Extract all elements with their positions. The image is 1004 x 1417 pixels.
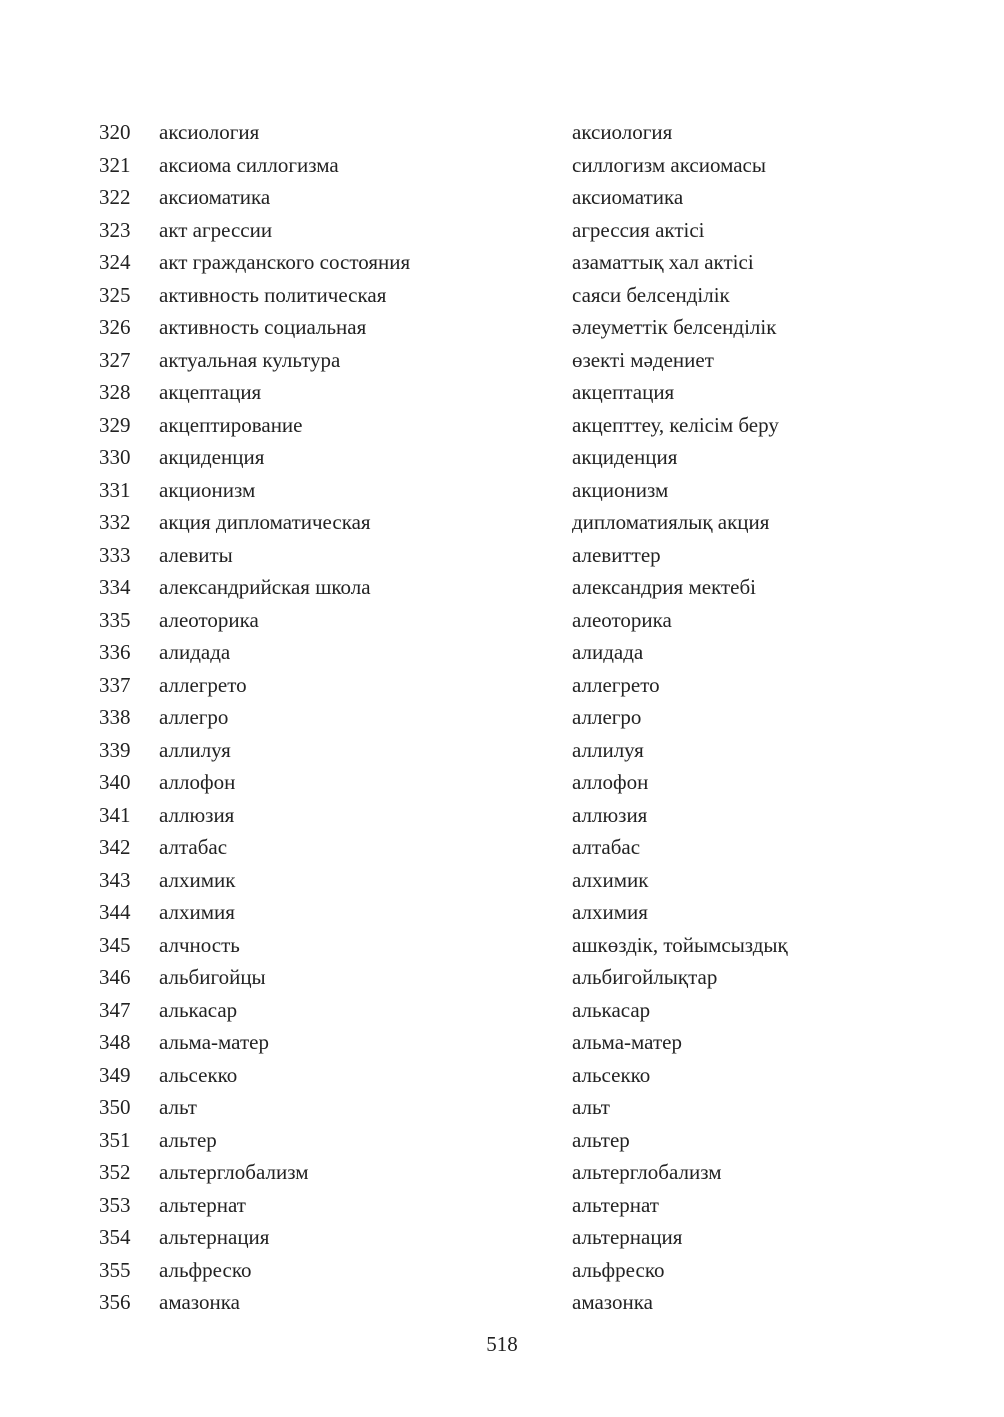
entry-term-kazakh: альтернация: [572, 1225, 683, 1249]
entry-term-russian: аллегрето: [159, 672, 247, 697]
entry-row: [0, 214, 1004, 247]
entry-row: [0, 1221, 1004, 1254]
entry-term-kazakh: аксиология: [572, 120, 673, 144]
entry-term-kazakh: аксиоматика: [572, 185, 684, 209]
entry-number: 328: [99, 380, 131, 404]
entry-term-russian: александрийская школа: [159, 575, 371, 599]
entry-row: [0, 539, 1004, 572]
entry-number: 356: [99, 1290, 131, 1314]
entry-row: [0, 1124, 1004, 1157]
entry-term-russian: аллофон: [159, 770, 236, 794]
entry-row: [0, 994, 1004, 1027]
entry-term-russian: альтер: [159, 1127, 217, 1152]
entry-row: [0, 409, 1004, 442]
entry-term-russian: амазонка: [159, 1290, 240, 1314]
entry-row: [0, 669, 1004, 702]
entry-term-kazakh: өзекті мәдениет: [572, 347, 714, 372]
entry-number: 352: [99, 1160, 131, 1184]
entry-term-kazakh: аллилуя: [572, 737, 644, 762]
entry-term-russian: аллилуя: [159, 737, 231, 762]
entry-term-kazakh: әлеуметтік белсенділік: [572, 315, 777, 339]
entry-row: [0, 506, 1004, 539]
entry-term-russian: аксиома силлогизма: [159, 152, 339, 177]
entry-term-kazakh: акцептация: [572, 380, 675, 404]
entry-term-russian: акция дипломатическая: [159, 510, 371, 534]
entry-row: [0, 1189, 1004, 1222]
entry-term-russian: альтернация: [159, 1225, 270, 1249]
entry-term-kazakh: альсекко: [572, 1062, 651, 1087]
entry-term-kazakh: альма-матер: [572, 1030, 682, 1054]
entry-number: 334: [99, 575, 131, 599]
entry-row: [0, 1156, 1004, 1189]
entry-term-kazakh: альтернат: [572, 1192, 659, 1217]
entry-row: [0, 181, 1004, 214]
entry-term-kazakh: альт: [572, 1095, 610, 1119]
entry-number: 345: [99, 932, 131, 957]
entry-number: 322: [99, 185, 131, 209]
entry-number: 342: [99, 835, 131, 859]
entry-number: 333: [99, 542, 131, 567]
page-number: 518: [486, 1332, 518, 1356]
entry-term-kazakh: аллофон: [572, 770, 649, 794]
entry-term-kazakh: агрессия актісі: [572, 217, 705, 242]
entry-term-kazakh: алтабас: [572, 835, 641, 859]
entry-number: 344: [99, 900, 131, 924]
entry-row: [0, 149, 1004, 182]
entry-row: [0, 279, 1004, 312]
entry-row: [0, 246, 1004, 279]
entry-term-russian: альсекко: [159, 1062, 238, 1087]
entry-term-kazakh: акциденция: [572, 445, 678, 469]
entry-term-russian: алтабас: [159, 835, 228, 859]
entry-term-russian: альфреско: [159, 1257, 252, 1282]
entry-term-russian: аллюзия: [159, 802, 235, 827]
entry-term-russian: алевиты: [159, 542, 233, 567]
entry-term-kazakh: алидада: [572, 640, 644, 664]
entry-term-kazakh: альфреско: [572, 1257, 665, 1282]
entry-term-kazakh: альтерглобализм: [572, 1160, 722, 1184]
entry-number: 349: [99, 1062, 131, 1087]
entry-row: [0, 1254, 1004, 1287]
entry-number: 329: [99, 412, 131, 437]
entry-row: [0, 701, 1004, 734]
entry-term-kazakh: силлогизм аксиомасы: [572, 152, 766, 177]
entry-number: 331: [99, 477, 131, 502]
entry-row: [0, 766, 1004, 799]
entry-row: [0, 344, 1004, 377]
entry-term-russian: алеоторика: [159, 607, 259, 632]
entry-number: 326: [99, 315, 131, 339]
entry-row: [0, 1026, 1004, 1059]
entry-row: [0, 734, 1004, 767]
entry-term-kazakh: ашкөздік, тойымсыздық: [572, 932, 788, 957]
entry-term-kazakh: азаматтық хал актісі: [572, 250, 754, 274]
entry-term-kazakh: альбигойлықтар: [572, 965, 718, 989]
entry-number: 339: [99, 737, 131, 762]
entry-row: [0, 376, 1004, 409]
entry-term-russian: аксиоматика: [159, 185, 271, 209]
entry-number: 327: [99, 347, 131, 372]
entry-number: 347: [99, 997, 131, 1022]
entry-term-russian: активность политическая: [159, 282, 387, 307]
entry-term-kazakh: саяси белсенділік: [572, 282, 730, 307]
entry-number: 348: [99, 1030, 131, 1054]
entry-term-russian: альт: [159, 1095, 197, 1119]
entry-term-kazakh: аллегро: [572, 705, 642, 729]
entry-number: 340: [99, 770, 131, 794]
entry-term-russian: алчность: [159, 932, 240, 957]
entry-row: [0, 864, 1004, 897]
entry-row: [0, 929, 1004, 962]
entry-number: 355: [99, 1257, 131, 1282]
entry-term-kazakh: аллюзия: [572, 802, 648, 827]
entry-number: 320: [99, 120, 131, 144]
entry-row: [0, 571, 1004, 604]
entry-term-kazakh: амазонка: [572, 1290, 653, 1314]
entry-term-russian: альтерглобализм: [159, 1160, 309, 1184]
entry-term-russian: алькасар: [159, 997, 238, 1022]
entry-number: 332: [99, 510, 131, 534]
entry-term-russian: акционизм: [159, 477, 256, 502]
entry-term-kazakh: акцепттеу, келісім беру: [572, 412, 779, 437]
entry-term-russian: акцептация: [159, 380, 262, 404]
entry-number: 354: [99, 1225, 131, 1249]
entry-term-russian: альма-матер: [159, 1030, 269, 1054]
entry-list: [0, 116, 1004, 1319]
entry-term-russian: аксиология: [159, 120, 260, 144]
entry-row: [0, 311, 1004, 344]
entry-term-kazakh: акционизм: [572, 477, 669, 502]
entry-term-russian: аллегро: [159, 705, 229, 729]
entry-term-russian: алидада: [159, 640, 231, 664]
entry-term-kazakh: алькасар: [572, 997, 651, 1022]
entry-number: 325: [99, 282, 131, 307]
entry-row: [0, 474, 1004, 507]
entry-row: [0, 799, 1004, 832]
entry-term-russian: акт агрессии: [159, 217, 273, 242]
entry-row: [0, 1059, 1004, 1092]
entry-term-kazakh: аллегрето: [572, 672, 660, 697]
entry-term-russian: акциденция: [159, 445, 265, 469]
entry-row: [0, 961, 1004, 994]
entry-term-kazakh: алхимия: [572, 900, 648, 924]
entry-number: 346: [99, 965, 131, 989]
entry-row: [0, 604, 1004, 637]
entry-term-russian: альтернат: [159, 1192, 246, 1217]
entry-term-kazakh: дипломатиялық акция: [572, 510, 770, 534]
entry-number: 321: [99, 152, 131, 177]
entry-row: [0, 831, 1004, 864]
entry-number: 350: [99, 1095, 131, 1119]
entry-number: 353: [99, 1192, 131, 1217]
entry-number: 323: [99, 217, 131, 242]
entry-term-russian: алхимик: [159, 867, 236, 892]
entry-number: 324: [99, 250, 131, 274]
entry-row: [0, 116, 1004, 149]
entry-row: [0, 896, 1004, 929]
entry-term-kazakh: александрия мектебі: [572, 575, 757, 599]
entry-term-kazakh: алхимик: [572, 867, 649, 892]
entry-term-russian: акцептирование: [159, 412, 303, 437]
entry-term-kazakh: алевиттер: [572, 542, 661, 567]
entry-row: [0, 1286, 1004, 1319]
entry-number: 338: [99, 705, 131, 729]
entry-row: [0, 636, 1004, 669]
entry-number: 335: [99, 607, 131, 632]
entry-term-russian: алхимия: [159, 900, 235, 924]
entry-row: [0, 1091, 1004, 1124]
entry-number: 351: [99, 1127, 131, 1152]
entry-row: [0, 441, 1004, 474]
entry-term-russian: актуальная культура: [159, 347, 341, 372]
entry-term-russian: акт гражданского состояния: [159, 250, 411, 274]
entry-term-kazakh: альтер: [572, 1127, 630, 1152]
entry-term-russian: альбигойцы: [159, 965, 266, 989]
entry-number: 336: [99, 640, 131, 664]
entry-term-kazakh: алеоторика: [572, 607, 672, 632]
entry-number: 337: [99, 672, 131, 697]
entry-number: 330: [99, 445, 131, 469]
entry-number: 343: [99, 867, 131, 892]
entry-number: 341: [99, 802, 131, 827]
entry-term-russian: активность социальная: [159, 315, 367, 339]
